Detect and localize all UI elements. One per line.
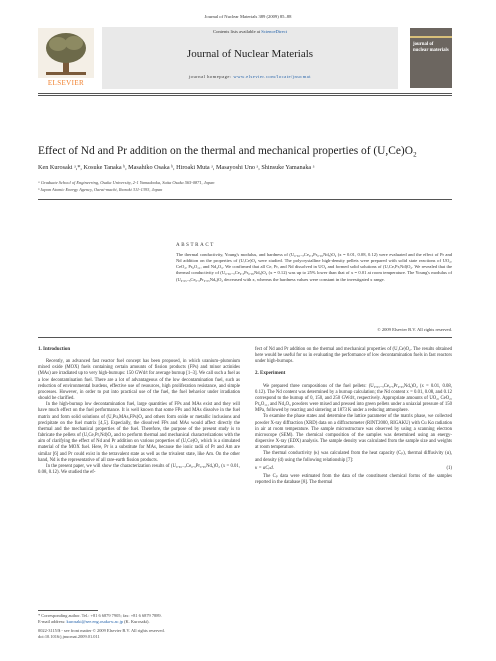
email-link[interactable]: kurosaki@see.eng.osaka-u.ac.jp xyxy=(66,618,123,624)
equation-text: κ = αCₚd. xyxy=(255,465,274,471)
intro-paragraph-2: In the high-burnup low decontamination fuel, large quantities of FPs and MAs exist and they will have much effect on the fuel performance. It is well known that some FPs and MAs dissolve in the fuel matrix and form solid solutions of (U,Pu,MAs,FPs)O₂ and others form oxide or metallic inclusions and precipitate on the fuel matrix [4,5]. Especially, the dissolved FPs and MAs would affect directly the thermal and the mechanical properties of the fuel. Therefore, the purpose of the present study is to fabricate the pellets of (U,Ce,Pr,Nd)O₂ and to perform thermal and mechanical characterizations with the aim of clarifying the effect of Nd and Pr addition on various properties of (U,Ce)O₂ which is a simulated material of the MOX fuel. Here, Pr is a substitute for MAs, because the ionic radii of Pr and Am are similar [6] and Pr could exist in the tetravalent state as well as the trivalent state, like Am. On the other hand, Nd is the representative of all rare-earth fission products. xyxy=(38,402,240,463)
journal-citation: Journal of Nuclear Materials 389 (2009) 85–88 xyxy=(204,14,292,19)
affiliation-b: ᵇ Japan Atomic Energy Agency, Oarai-machi, Ibaraki 311-1393, Japan xyxy=(38,187,163,192)
experiment-paragraph-3: The thermal conductivity (κ) was calculated from the heat capacity (Cₚ), thermal diffusivity (α), and density (d) using the following relationship [7]: xyxy=(255,451,452,463)
intro-continuation: fect of Nd and Pr addition on the thermal and mechanical properties of (U,Ce)O₂. The results obtained here would be useful for us in evaluating the performance of low decontamination fuels in fast reactors under high-burnups. xyxy=(255,347,452,365)
email-suffix: (K. Kurosaki). xyxy=(123,618,150,624)
tree-icon xyxy=(38,28,94,78)
journal-title: Journal of Nuclear Materials xyxy=(186,48,314,60)
experiment-paragraph-4: The Cₚ data were estimated from the data of the constituent chemical forms of the samples reported in the database [8]. The thermal xyxy=(255,473,452,485)
introduction-heading: 1. Introduction xyxy=(38,347,71,352)
title-rule xyxy=(38,199,452,200)
email-line xyxy=(38,619,243,625)
article-title: Effect of Nd and Pr addition on the thermal and mechanical properties of (U,Ce)O₂ xyxy=(38,145,417,157)
corresponding-author-note: * Corresponding author. Tel.: +81 6 6879 7905; fax: +81 6 6879 7889. xyxy=(38,613,162,618)
homepage-link[interactable]: www.elsevier.com/locate/jnucmat xyxy=(233,74,312,79)
email-prefix: E-mail address: xyxy=(38,618,67,624)
left-column xyxy=(38,347,240,476)
experiment-paragraph-2: To examine the phase states and determine the lattice parameter of the matrix phase, we collected powder X-ray diffraction (XRD) data on a diffractometer (RINT2000, RIGAKU) with Cu Kα radiation in air at room temperature. The sample microstructure was observed by using a scanning electron microscope (SEM). The chemical composition of the samples was determined using an energy-dispersive X-ray (EDX) analysis. The sample density was calculated from the sample size and weights at room temperature. xyxy=(255,414,452,451)
doi-line: doi:10.1016/j.jnucmat.2009.01.011 xyxy=(38,633,100,639)
intro-paragraph-1: Recently, an advanced fast reactor fuel concept has been proposed, in which uranium–plutonium mixed oxide (MOX) fuels containing certain amounts of fission products (FPs) and minor actinides (MAs) are irradiated up to very high-burnups: 150 GWd/t for average burnup [1–3]. We call such a fuel as a low decontamination fuel. There are a lot of advantageous of the low decontamination fuel, such as reduction of environmental burdens, effective use of resources, high proliferation resistance, and simple processes. However, in order to put into practical use of the fuel, the fuel behavior under irradiation should be clarified. xyxy=(38,359,241,402)
affiliation-a: ᵃ Graduate School of Engineering, Osaka University, 2-1 Yamadaoka, Suita Osaka 565-0871, Japan xyxy=(38,180,215,185)
abstract-rule xyxy=(38,337,452,338)
header-rule-2 xyxy=(38,95,452,96)
contents-line xyxy=(102,29,398,34)
author-list: Ken Kurosaki ᵃ,*, Kosuke Tanaka ᵇ, Masahiko Osaka ᵇ, Hiroaki Muta ᵃ, Masayoshi Uno ᵃ, Shinsuke Yamanaka ᵃ xyxy=(38,164,315,171)
sciencedirect-link[interactable]: ScienceDirect xyxy=(261,29,287,34)
equation-number: (1) xyxy=(446,465,452,471)
contents-prefix: Contents lists available at xyxy=(213,29,262,34)
right-column xyxy=(255,347,452,486)
intro-paragraph-3: In the present paper, we will show the characterization results of (U₀.₆₅₋ₓCe₀.₃Pr₀.₀₅Ndₓ)O₂ (x = 0.01, 0.08, 0.12). We studied the ef- xyxy=(38,463,240,475)
experiment-paragraph-1: We prepared three compositions of the fuel pellets: (U₀.₆₅₋ₓCe₀.₃Pr₀.₀₅Ndₓ)O₂ (x = 0.01, 0.08, 0.12). The Nd content was determined by a burnup calculation; the Nd content x = 0.01, 0.08, and 0.12 correspond to the burnup of 0, 150, and 250 GWd/t, respectively. Appropriate amounts of UO₂, CeO₂, Pr₆O₁₁, and Nd₂O₃ powders were mixed and pressed into green pellets under a uniaxial pressure of 150 MPa, followed by reacting and sintering at 1873 K under a reducing atmosphere. xyxy=(255,383,452,414)
header-rule xyxy=(38,93,452,94)
journal-homepage xyxy=(102,74,398,79)
homepage-prefix: journal homepage: xyxy=(188,74,234,79)
cover-strip xyxy=(410,36,452,38)
abstract-copyright: © 2009 Elsevier B.V. All rights reserved. xyxy=(377,327,452,332)
abstract-text: The thermal conductivity, Young's modulus, and hardness of (U₀.₆₅₋ₓCe₀.₃Pr₀.₀₅Ndₓ)O₂ (x = 0.01, 0.08, 0.12) were evaluated and the effect of Pr and Nd addition on the properties of (U,Ce)O₂ were studied. The polycrystalline high-density pellets were prepared with solid state reactions of UO₂, CeO₂, Pr₆O₁₁, and Nd₂O₃. We confirmed that all Ce, Pr, and Nd dissolved in UO₂ and formed solid solutions of (U,Ce,Pr,Nd)O₂. We revealed that the thermal conductivity of (U₀.₆₅₋ₓCe₀.₃Pr₀.₀₅Ndₓ)O₂ (x = 0.12) was up to 25% lower than that of x = 0.01 at room temperature. The Young's modulus of (U₀.₆₅₋ₓCe₀.₃Pr₀.₀₅Ndₓ)O₂ decreased with x, whereas the hardness values were constant in the investigated x range. xyxy=(176,252,452,282)
abstract-heading: ABSTRACT xyxy=(176,243,215,248)
equation-1 xyxy=(255,466,452,472)
issn-line: 0022-3115/$ - see front matter © 2009 Elsevier B.V. All rights reserved. xyxy=(38,628,165,634)
publisher-wordmark: ELSEVIER xyxy=(47,79,85,87)
footnotes xyxy=(38,613,243,639)
experiment-heading: 2. Experiment xyxy=(255,371,286,377)
journal-cover-thumbnail xyxy=(410,28,452,88)
cover-title: journal of nuclear materials xyxy=(413,42,449,53)
footnote-rule xyxy=(38,610,98,611)
